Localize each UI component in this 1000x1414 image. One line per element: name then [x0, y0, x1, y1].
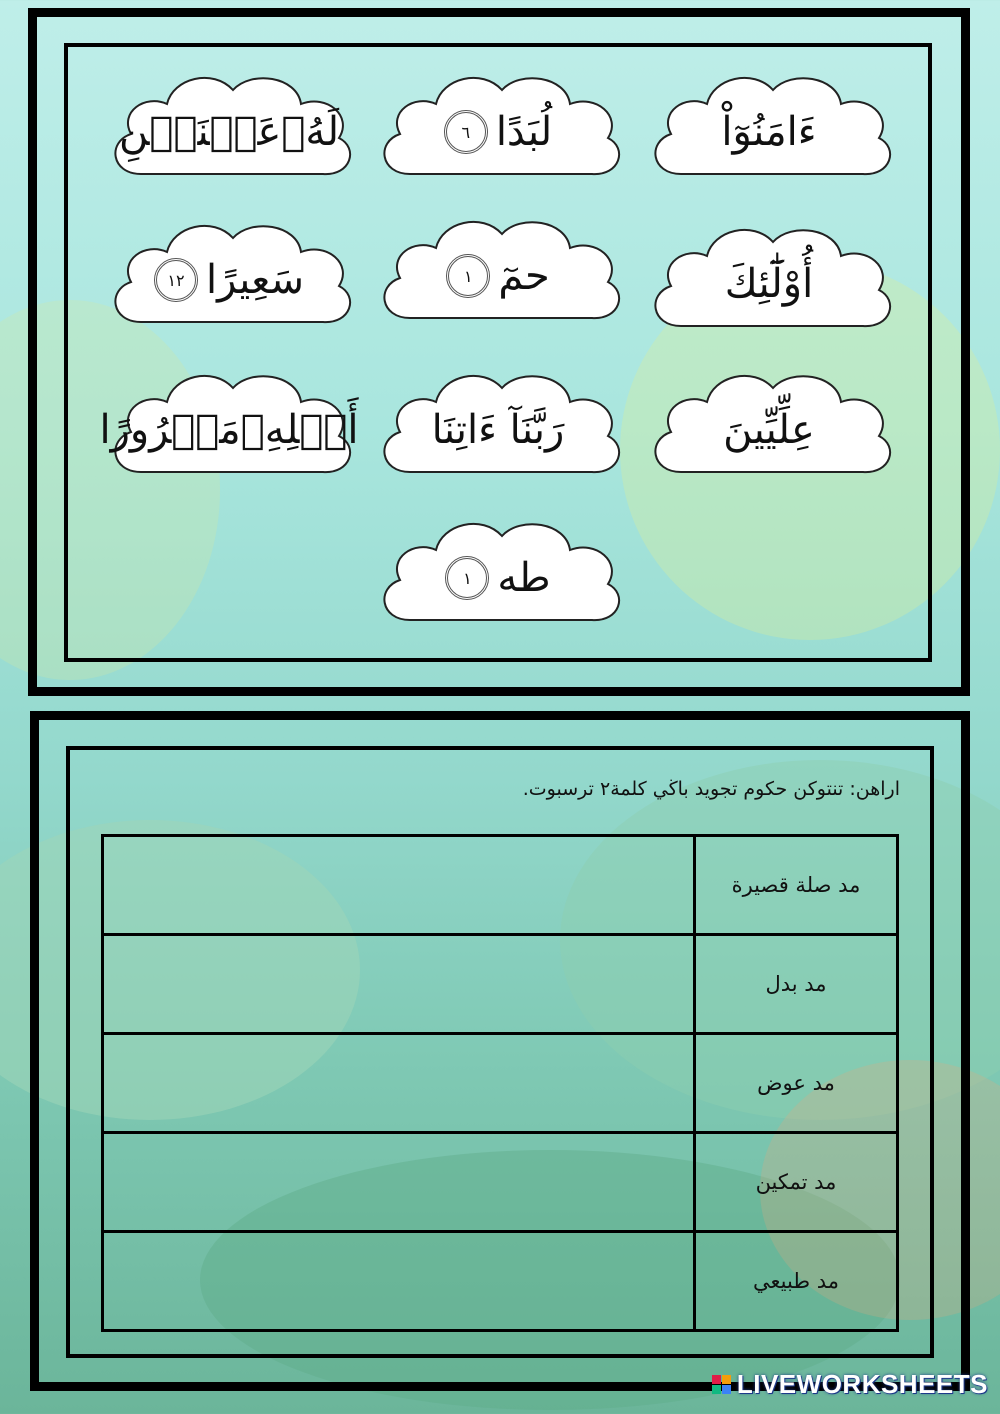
- quran-word: حمٓ: [498, 253, 550, 299]
- tajwid-rule-label: مد بدل: [695, 935, 898, 1034]
- cloud-content: [101, 64, 357, 200]
- table-row: [103, 836, 898, 935]
- logo-square: [712, 1385, 721, 1394]
- quran-word: سَعِيرًا: [205, 257, 305, 303]
- liveworksheets-logo: [712, 1369, 988, 1400]
- ayah-number-medallion-icon: ١٢: [154, 258, 198, 302]
- word-cloud: [101, 64, 357, 200]
- quran-word: عِلِّيِّينَ: [723, 407, 815, 453]
- word-cloud: [370, 362, 626, 498]
- table-row: [103, 1133, 898, 1232]
- word-cloud: [641, 64, 897, 200]
- quran-word: أُوْلَٰٓئِكَ: [724, 261, 814, 307]
- logo-square: [712, 1375, 721, 1384]
- answer-cell[interactable]: [103, 836, 695, 935]
- cloud-content: [370, 64, 626, 200]
- cloud-content: [641, 216, 897, 352]
- brand-name: LIVEWORKSHEETS: [736, 1369, 988, 1399]
- word-cloud: [370, 64, 626, 200]
- word-cloud: [101, 212, 357, 348]
- cloud-content: [641, 64, 897, 200]
- instruction-text: اراهن: تنتوكن حكوم تجويد باڬي كلمة٢ ترسبوت.: [522, 778, 900, 800]
- logo-square: [722, 1385, 731, 1394]
- quran-word: ءَامَنُوٓاْ: [721, 109, 817, 155]
- answer-cell[interactable]: [103, 1133, 695, 1232]
- cloud-content: [101, 212, 357, 348]
- answer-cell[interactable]: [103, 1232, 695, 1331]
- word-cloud: [370, 510, 626, 646]
- word-cloud: [101, 362, 357, 498]
- ayah-number-medallion-icon: ١: [445, 556, 489, 600]
- cloud-content: [370, 208, 626, 344]
- ayah-number-medallion-icon: ١: [446, 254, 490, 298]
- tajwid-rule-label: مد صلة قصيرة: [695, 836, 898, 935]
- ayah-number-medallion-icon: ٦: [444, 110, 488, 154]
- answer-cell[interactable]: [103, 935, 695, 1034]
- cloud-content: [101, 362, 357, 498]
- quran-word: لَهُۥعَيۡنَيۡنِ: [118, 109, 340, 155]
- word-cloud: [641, 362, 897, 498]
- tajwid-rule-label: مد تمكين: [695, 1133, 898, 1232]
- tajwid-rule-label: مد عوض: [695, 1034, 898, 1133]
- quran-word: أَهۡلِهِۦمَسۡرُورًا: [99, 407, 359, 453]
- quran-word: رَبَّنَآ ءَاتِنَا: [431, 407, 565, 453]
- quran-word: لُبَدًا: [495, 109, 553, 155]
- logo-square: [722, 1375, 731, 1384]
- cloud-content: [370, 510, 626, 646]
- word-cloud: [641, 216, 897, 352]
- table-row: [103, 1232, 898, 1331]
- table-row: [103, 935, 898, 1034]
- answer-cell[interactable]: [103, 1034, 695, 1133]
- tajwid-rule-label: مد طبيعي: [695, 1232, 898, 1331]
- quran-word: طه: [497, 555, 551, 601]
- word-cloud: [370, 208, 626, 344]
- table-row: [103, 1034, 898, 1133]
- brand-logo-icon: [712, 1375, 731, 1394]
- cloud-content: [370, 362, 626, 498]
- cloud-content: [641, 362, 897, 498]
- tajwid-answer-table: [101, 834, 899, 1332]
